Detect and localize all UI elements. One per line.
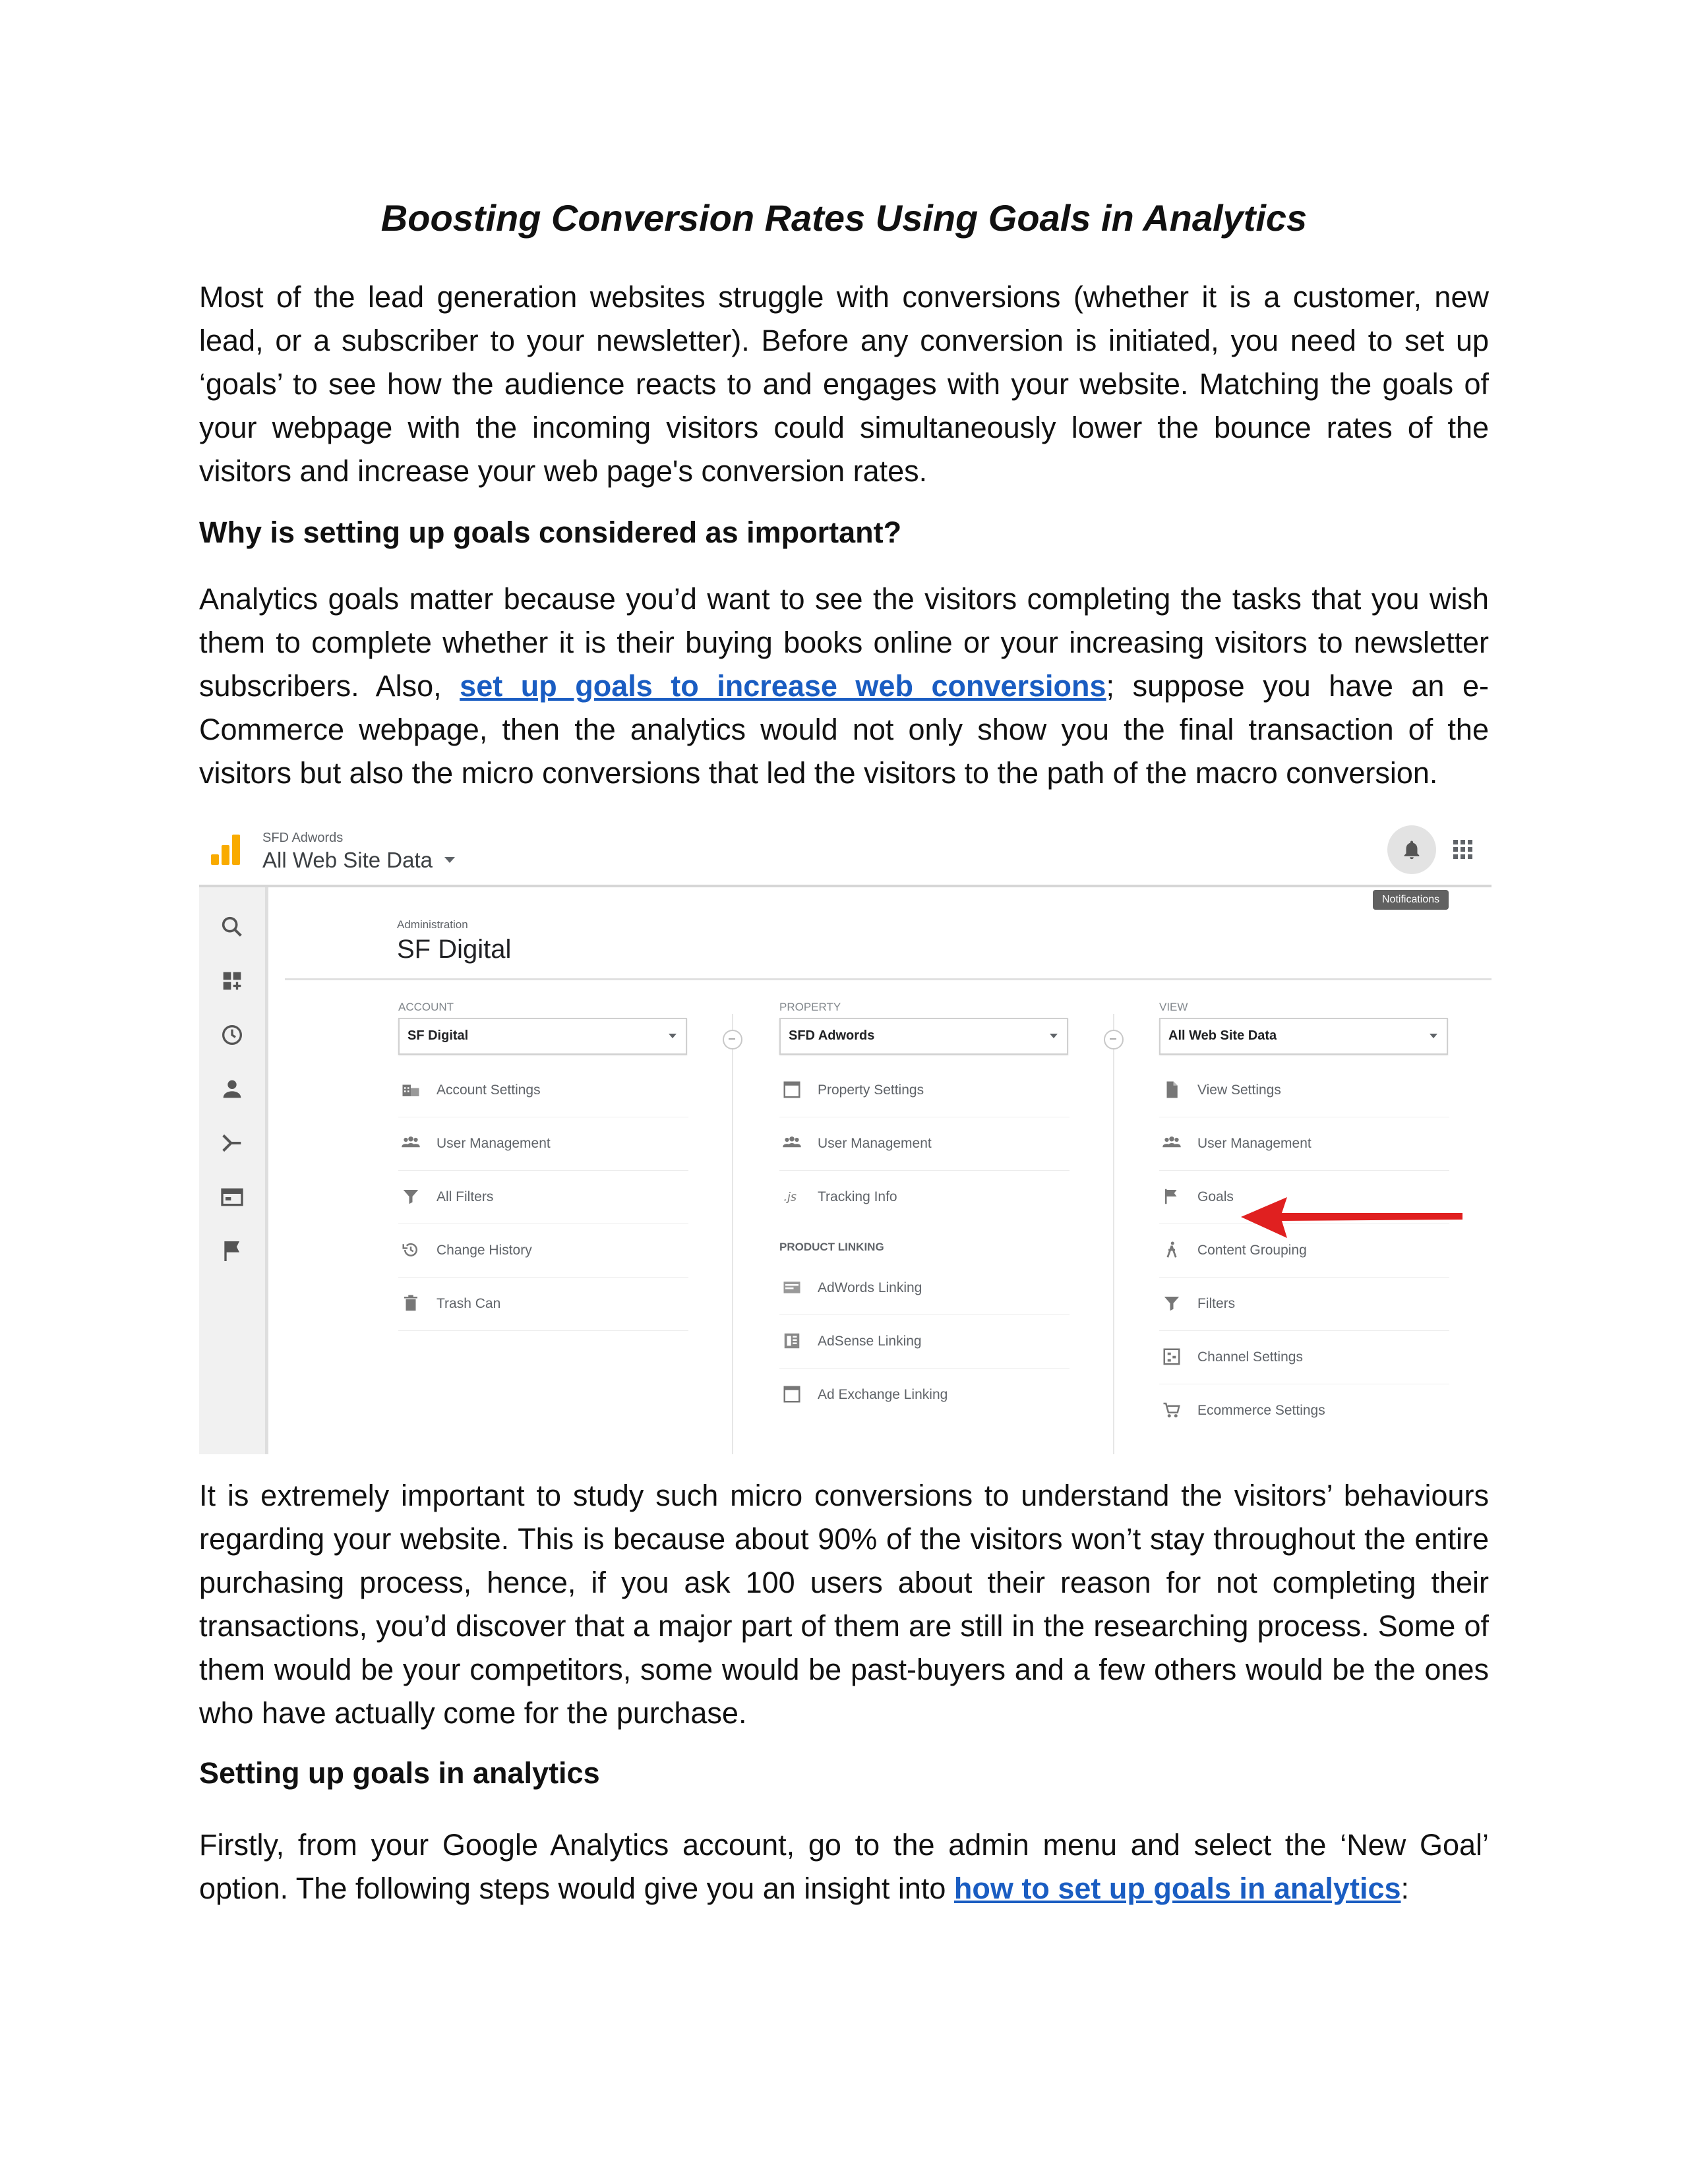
users-icon xyxy=(781,1133,803,1153)
adwords-icon xyxy=(781,1278,803,1297)
flag-icon[interactable] xyxy=(219,1238,245,1264)
svg-text:.js: .js xyxy=(783,1191,797,1204)
column-divider xyxy=(732,1014,733,1454)
goals-conversion-link[interactable]: set up goals to increase web conversions xyxy=(460,669,1106,703)
menu-item-property-settings[interactable] xyxy=(779,1064,1070,1117)
property-select[interactable] xyxy=(779,1018,1068,1055)
person-walk-icon xyxy=(1160,1240,1183,1260)
menu-item-label: Tracking Info xyxy=(818,1189,897,1204)
admin-divider xyxy=(285,978,1492,980)
setup-paragraph xyxy=(199,1823,1489,1910)
menu-item-label: Account Settings xyxy=(437,1082,541,1098)
account-select-value: SF Digital xyxy=(407,1028,469,1043)
account-column-label: ACCOUNT xyxy=(398,1001,454,1013)
view-select[interactable] xyxy=(1159,1018,1448,1055)
users-icon xyxy=(400,1133,422,1153)
notifications-button[interactable] xyxy=(1387,825,1436,874)
menu-item-label: Trash Can xyxy=(437,1296,501,1311)
js-icon xyxy=(781,1187,803,1206)
micro-conversions-paragraph: It is extremely important to study such micro conversions to understand the visitors’ behaviours regarding your website. This is because about 90% of the visitors won’t stay throughout the entire purchasing process, hence, if you ask 100 users about their reason for not completing their transactions, you’d discover that a major part of them are still in the researching process. Some of them would be your competitors, some would be past-buyers and a few others would be the ones who have actually come for the purchase. xyxy=(199,1479,1489,1730)
account-select[interactable] xyxy=(398,1018,687,1055)
analytics-topbar xyxy=(199,816,1492,887)
filter-icon xyxy=(1160,1293,1183,1313)
menu-item-user-management[interactable] xyxy=(398,1117,688,1171)
menu-item-label: View Settings xyxy=(1197,1082,1281,1098)
product-linking-heading xyxy=(779,1224,1089,1262)
menu-item-label: AdWords Linking xyxy=(818,1280,922,1295)
column-divider xyxy=(1113,1014,1114,1454)
importance-paragraph xyxy=(199,577,1489,795)
view-selector[interactable]: All Web Site Data xyxy=(262,848,433,872)
arrow-right-icon xyxy=(723,1030,742,1049)
behavior-icon[interactable] xyxy=(219,1184,245,1210)
section-heading-importance: Why is setting up goals considered as important? xyxy=(199,516,902,549)
intro-paragraph: Most of the lead generation websites struggle with conversions (whether it is a customer, new lead, or a subscriber to your newsletter). Before any conversion is initiated, you need to set up ‘goals’ to see how the audience reacts to and engages with your website. Matching the goals of your webpage with the incoming visitors could simultaneously lower the bounce rates of the visitors and increase your web page's conversion rates. xyxy=(199,280,1489,488)
arrow-right-icon xyxy=(1104,1030,1124,1049)
window-icon xyxy=(781,1384,803,1404)
menu-item-filters[interactable] xyxy=(1159,1278,1449,1331)
menu-item-channel-settings[interactable] xyxy=(1159,1331,1449,1384)
menu-item-ecommerce-settings[interactable] xyxy=(1159,1384,1449,1437)
flag-icon xyxy=(1160,1187,1183,1206)
menu-item-label: Change History xyxy=(437,1243,532,1258)
channel-icon xyxy=(1160,1347,1183,1367)
menu-item-adwords-linking[interactable] xyxy=(779,1262,1070,1315)
red-arrow-annotation xyxy=(1241,1191,1465,1243)
filter-icon xyxy=(400,1187,422,1206)
clock-icon[interactable] xyxy=(219,1022,245,1048)
menu-item-account-settings[interactable] xyxy=(398,1064,688,1117)
menu-item-label: Channel Settings xyxy=(1197,1349,1303,1365)
menu-item-label: Content Grouping xyxy=(1197,1243,1307,1258)
menu-item-label: Ad Exchange Linking xyxy=(818,1387,948,1402)
product-linking-label: PRODUCT LINKING xyxy=(779,1241,884,1253)
view-select-value: All Web Site Data xyxy=(1168,1028,1277,1043)
analytics-admin-screenshot xyxy=(199,816,1492,1454)
notifications-tooltip: Notifications xyxy=(1373,890,1449,910)
section-heading-setup: Setting up goals in analytics xyxy=(199,1756,600,1790)
menu-item-tracking-info[interactable] xyxy=(779,1171,1070,1224)
setup-text-start: Firstly, from your Google Analytics account, go to the admin menu and select the ‘New Goal’ option. The following steps would give you an insight into xyxy=(199,1828,1489,1905)
trash-icon xyxy=(400,1293,422,1313)
bell-icon xyxy=(1401,837,1423,862)
acquisition-icon[interactable] xyxy=(219,1130,245,1156)
account-name: SFD Adwords xyxy=(262,831,344,845)
menu-item-label: AdSense Linking xyxy=(818,1334,922,1349)
menu-item-label: Goals xyxy=(1197,1189,1234,1204)
menu-item-label: User Management xyxy=(818,1136,932,1151)
importance-text-start: Analytics goals matter because you’d want to see the visitors completing the tasks that you wish them to complete whether it is their buying books online or your increasing visitors to newsletter subscribers. Also, xyxy=(199,582,1489,703)
administration-label: Administration xyxy=(397,918,468,931)
building-icon xyxy=(400,1080,422,1100)
property-select-value: SFD Adwords xyxy=(789,1028,875,1043)
analytics-sidebar xyxy=(199,887,268,1454)
property-column xyxy=(779,1001,1089,1421)
menu-item-change-history[interactable] xyxy=(398,1224,688,1278)
chevron-down-icon xyxy=(1430,1034,1437,1038)
users-icon xyxy=(1160,1133,1183,1153)
analytics-logo xyxy=(211,835,240,865)
adsense-icon xyxy=(781,1331,803,1351)
importance-text-end: ; suppose you have an e-Commerce webpage, then the analytics would not only show you the final transaction of the visitors but also the micro conversions that led the visitors to the path of the macro conversion. xyxy=(199,669,1489,790)
menu-item-adsense-linking[interactable] xyxy=(779,1315,1070,1369)
menu-item-label: All Filters xyxy=(437,1189,494,1204)
apps-grid-icon[interactable] xyxy=(1453,840,1473,860)
menu-item-label: Filters xyxy=(1197,1296,1236,1311)
setup-goals-link[interactable]: how to set up goals in analytics xyxy=(953,1872,1401,1905)
chevron-down-icon xyxy=(1050,1034,1058,1038)
customization-icon[interactable] xyxy=(219,968,245,994)
chevron-down-icon xyxy=(669,1034,677,1038)
view-column-label: VIEW xyxy=(1159,1001,1188,1013)
menu-item-all-filters[interactable] xyxy=(398,1171,688,1224)
window-icon xyxy=(781,1080,803,1100)
menu-item-label: Ecommerce Settings xyxy=(1197,1403,1325,1418)
account-column xyxy=(398,1001,708,1331)
history-icon xyxy=(400,1240,422,1260)
cart-icon xyxy=(1160,1400,1183,1420)
menu-item-label: User Management xyxy=(437,1136,551,1151)
document-icon xyxy=(1160,1080,1183,1100)
person-icon[interactable] xyxy=(219,1076,245,1102)
property-column-label: PROPERTY xyxy=(779,1001,841,1013)
chevron-down-icon[interactable] xyxy=(444,857,455,863)
menu-item-view-settings[interactable] xyxy=(1159,1064,1449,1117)
setup-text-end: : xyxy=(1401,1872,1410,1905)
article-title: Boosting Conversion Rates Using Goals in Analytics xyxy=(380,197,1308,239)
search-icon[interactable] xyxy=(219,914,245,940)
menu-item-ad-exchange-linking[interactable] xyxy=(779,1369,1070,1421)
admin-account-title: SF Digital xyxy=(397,935,512,964)
menu-item-user-management[interactable] xyxy=(1159,1117,1449,1171)
menu-item-user-management[interactable] xyxy=(779,1117,1070,1171)
menu-item-label: User Management xyxy=(1197,1136,1311,1151)
menu-item-trash-can[interactable] xyxy=(398,1278,688,1331)
menu-item-label: Property Settings xyxy=(818,1082,924,1098)
